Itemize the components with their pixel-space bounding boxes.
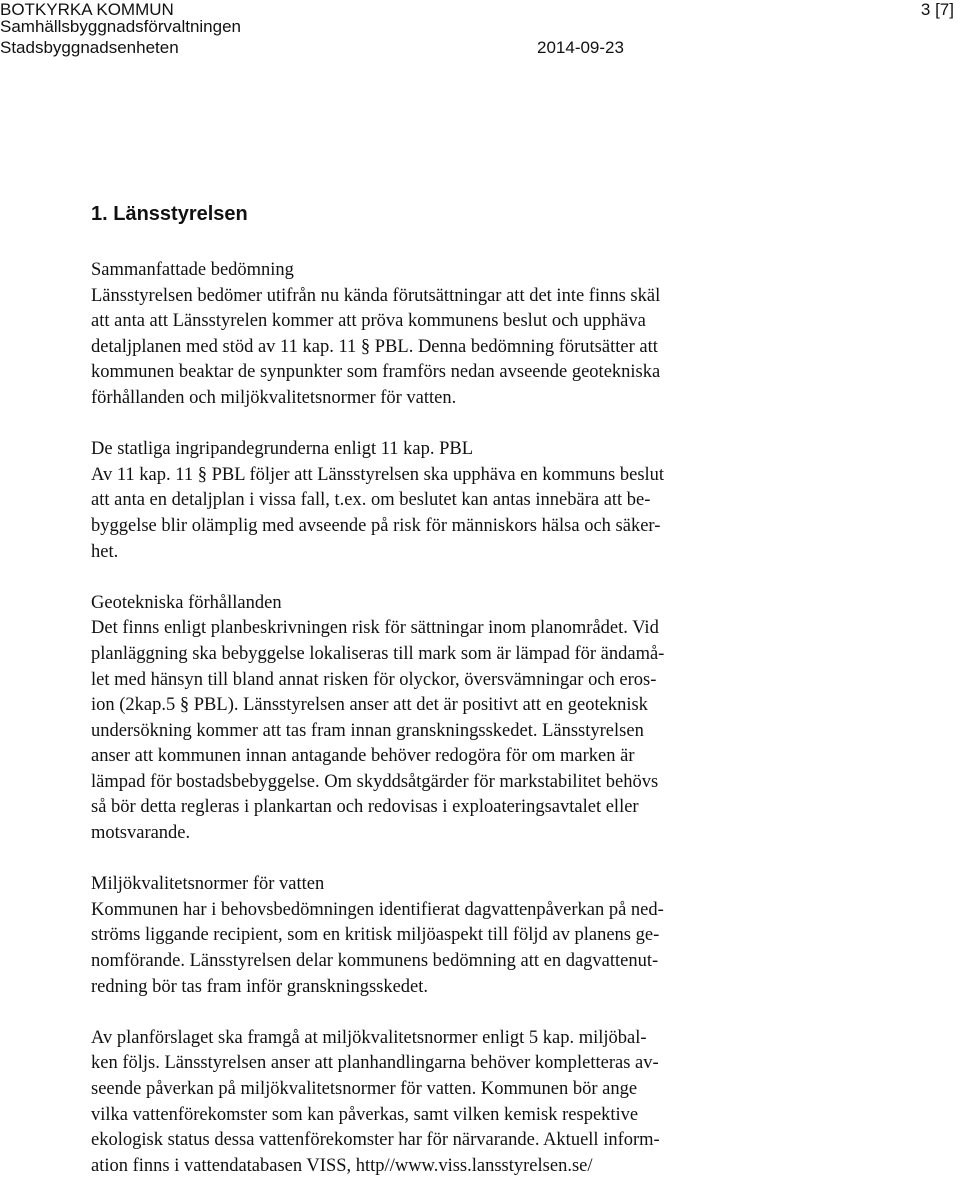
paragraph-line: ion (2kap.5 § PBL). Länsstyrelsen anser att det är positivt att en geoteknisk	[91, 695, 648, 716]
paragraph-gap	[91, 1000, 931, 1026]
paragraph-line: Av planförslaget ska framgå at miljökvalitetsnormer enligt 5 kap. miljöbal-	[91, 1027, 647, 1048]
paragraph-line: seende påverkan på miljökvalitetsnormer för vatten. Kommunen bör ange	[91, 1079, 638, 1099]
paragraph-line: lämpad för bostadsbebyggelse. Om skyddsåtgärder för markstabilitet behövs	[91, 771, 659, 792]
paragraph-line: detaljplanen med stöd av 11 kap. 11 § PBL. Denna bedömning förutsätter att	[91, 336, 658, 357]
paragraph-line: redning bör tas fram inför granskningsskedet.	[91, 976, 429, 997]
paragraph-line: Länsstyrelsen bedömer utifrån nu kända förutsättningar att det inte finns skäl	[91, 285, 661, 306]
unit-name: Stadsbyggnadsenheten	[0, 38, 179, 57]
paragraph-line: Det finns enligt planbeskrivningen risk för sättningar inom planområdet. Vid	[91, 618, 659, 639]
paragraph-line: undersökning kommer att tas fram innan granskningsskedet. Länsstyrelsen	[91, 720, 644, 741]
paragraph-line: ekologisk status dessa vattenförekomster har för närvarande. Aktuell inform-	[91, 1130, 660, 1151]
paragraph-line: förhållanden och miljökvalitetsnormer för vatten.	[91, 387, 457, 408]
summary-title: Sammanfattade bedömning	[91, 260, 294, 280]
page-number: 3 [7]	[920, 0, 954, 19]
paragraph-line: byggelse blir olämplig med avseende på risk för människors hälsa och säker-	[91, 515, 661, 536]
document-header	[0, 0, 960, 62]
paragraph-line: planläggning ska bebyggelse lokaliseras till mark som är lämpad för ändamå-	[91, 643, 665, 664]
department-name: Samhällsbyggnadsförvaltningen	[0, 17, 241, 36]
organization-name: BOTKYRKA KOMMUN	[0, 0, 174, 19]
paragraph-line: så bör detta regleras i plankartan och redovisas i exploateringsavtalet eller	[91, 797, 639, 818]
paragraph-line: Kommunen har i behovsbedömningen identifierat dagvattenpåverkan på ned-	[91, 899, 664, 920]
paragraph-line: let med hänsyn till bland annat risken för olyckor, översvämningar och eros-	[91, 669, 657, 690]
paragraph-gap	[91, 847, 931, 873]
document-date: 2014-09-23	[537, 38, 624, 57]
paragraph-line: ströms liggande recipient, som en kritisk miljöaspekt till följd av planens ge-	[91, 925, 660, 946]
paragraph-gap	[91, 565, 931, 591]
paragraph-line: anser att kommunen innan antagande behöver redogöra för om marken är	[91, 746, 635, 767]
geotech-title: Geotekniska förhållanden	[91, 592, 282, 613]
paragraph-line: att anta en detaljplan i vissa fall, t.ex. om beslutet kan antas innebära att be-	[91, 490, 651, 511]
paragraph-line: Av 11 kap. 11 § PBL följer att Länsstyrelsen ska upphäva en kommuns beslut	[91, 464, 665, 485]
paragraph-line: att anta att Länsstyrelen kommer att pröva kommunens beslut och upphäva	[91, 311, 646, 332]
paragraph-line: motsvarande.	[91, 823, 191, 844]
document-body	[91, 258, 931, 1179]
paragraph-gap	[91, 412, 931, 438]
section-heading: 1. Länsstyrelsen	[91, 203, 248, 225]
paragraph-line: vilka vattenförekomster som kan påverkas, samt vilken kemisk respektive	[91, 1104, 639, 1125]
paragraph-line: ken följs. Länsstyrelsen anser att planhandlingarna behöver kompletteras av-	[91, 1053, 659, 1074]
water-title: Miljökvalitetsnormer för vatten	[91, 874, 325, 895]
paragraph-line: nomförande. Länsstyrelsen delar kommunens bedömning att en dagvattenut-	[91, 951, 659, 972]
paragraph-line: kommunen beaktar de synpunkter som framförs nedan avseende geotekniska	[91, 362, 661, 383]
grounds-title: De statliga ingripandegrunderna enligt 11 kap. PBL	[91, 439, 474, 460]
paragraph-line: het.	[91, 541, 119, 562]
paragraph-line: ation finns i vattendatabasen VISS, http//www.viss.lansstyrelsen.se/	[91, 1155, 593, 1176]
